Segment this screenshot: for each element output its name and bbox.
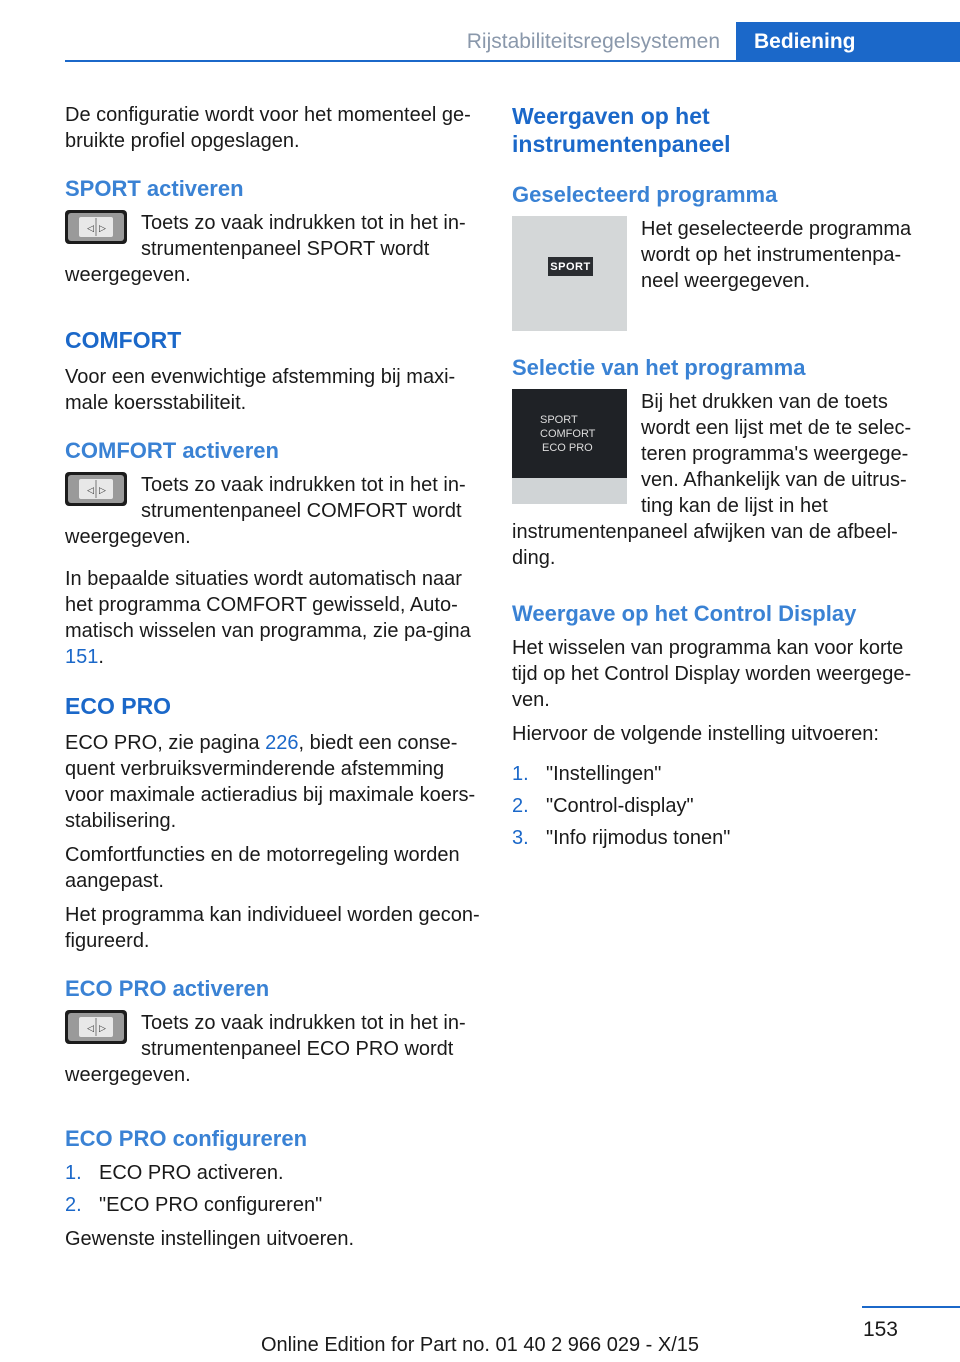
mode-button-icon [65,1010,127,1044]
eco-pro-text2: Comfortfuncties en de motorregeling worden aangepast. [65,844,460,892]
comfort-text: Voor een evenwichtige afstemming bij maxi‐male koersstabiliteit. [65,366,456,414]
intro-text: De configuratie wordt voor het momenteel ge‐bruikte profiel opgeslagen. [65,104,471,152]
mode-button-icon [65,210,127,244]
svg-text:◁: ◁ [87,485,94,495]
menu-item-comfort: COMFORT [540,428,596,440]
page-link-151[interactable]: 151 [65,646,99,668]
left-column [65,102,480,1260]
right-column [512,102,912,859]
heading-control-display: Weergave op het Control Display [512,601,857,626]
menu-item-sport: SPORT [540,414,578,426]
list-item [512,825,912,851]
heading-eco-pro-configureren: ECO PRO configureren [65,1126,308,1151]
step-number: 3. [512,827,529,849]
step-text: "ECO PRO configureren" [99,1194,323,1216]
sport-badge: SPORT [548,257,593,276]
header-chapter-tab: Bediening [736,22,960,62]
menu-item-eco-pro: ECO PRO [542,442,593,454]
heading-eco-pro-activeren: ECO PRO activeren [65,976,270,1001]
step-number: 1. [65,1162,82,1184]
list-item [512,761,912,787]
sport-activeren-text: Toets zo vaak indrukken tot in het in‐strumentenpaneel SPORT wordt weergegeven. [65,212,466,286]
list-item [65,1160,480,1186]
step-number: 2. [512,795,529,817]
program-menu [540,413,595,455]
step-text: ECO PRO activeren. [99,1162,284,1184]
list-item [512,793,912,819]
heading-comfort-activeren: COMFORT activeren [65,438,279,463]
eco-pro-activeren-text: Toets zo vaak indrukken tot in het in‐strumentenpaneel ECO PRO wordt weergegeven. [65,1012,466,1086]
step-text: "Control-display" [546,795,694,817]
mode-button-icon [65,472,127,506]
heading-sport-activeren: SPORT activeren [65,176,244,201]
svg-text:▷: ▷ [99,1023,106,1033]
comfort-note-end: . [98,646,104,668]
eco-pro-configureren-outro: Gewenste instellingen uitvoeren. [65,1228,355,1250]
control-display-steps [512,761,912,851]
header-rule [65,60,960,62]
comfort-note [65,566,480,670]
heading-eco-pro: ECO PRO [65,693,172,719]
step-number: 1. [512,763,529,785]
heading-selectie-programma: Selectie van het programma [512,355,806,380]
eco-pro-text [65,730,480,834]
control-display-text: Het wisselen van programma kan voor korte tijd op het Control Display worden weergege‐ven. [512,637,912,711]
instrument-panel-image [512,216,627,331]
selectie-text: Bij het drukken van de toets wordt een lijst met de te selec‐teren programma's weergege‐ven. Afhankelijk van de uitrus‐ting kan de lijst in het instrumentenpaneel afwijken van de afbeel‐ding. [512,391,912,569]
geselecteerd-text: Het geselecteerde programma wordt op het instrumentenpa‐neel weergegeven. [641,218,912,292]
page-header [0,0,960,62]
svg-text:▷: ▷ [99,223,106,233]
comfort-activeren-text: Toets zo vaak indrukken tot in het in‐strumentenpaneel COMFORT wordt weergegeven. [65,474,466,548]
heading-geselecteerd-programma: Geselecteerd programma [512,182,778,207]
heading-comfort: COMFORT [65,327,182,353]
eco-pro-text3: Het programma kan individueel worden gecon‐figureerd. [65,904,480,952]
comfort-note-text: In bepaalde situaties wordt automatisch naar het programma COMFORT gewisseld, Auto‐matisch wisselen van programma, zie pa‐gina [65,568,471,642]
step-text: "Info rijmodus tonen" [546,827,731,849]
svg-text:◁: ◁ [87,223,94,233]
eco-pro-text-start: ECO PRO, zie pagina [65,732,266,754]
eco-pro-configureren-steps [65,1160,480,1218]
step-number: 2. [65,1194,82,1216]
step-text: "Instellingen" [546,763,662,785]
page-link-226[interactable]: 226 [265,732,299,754]
program-list-image [512,389,627,504]
list-item [65,1192,480,1218]
page-number: 153 [862,1318,898,1341]
svg-text:▷: ▷ [99,485,106,495]
page-number-rule [862,1306,960,1308]
footer-edition: Online Edition for Part no. 01 40 2 966 029 - X/15 [260,1334,700,1356]
header-section-title: Rijstabiliteitsregelsystemen [466,30,720,53]
control-display-text2: Hiervoor de volgende instelling uitvoeren: [512,723,879,745]
svg-text:◁: ◁ [87,1023,94,1033]
heading-weergaven: Weergaven op het instrumentenpaneel [512,103,731,157]
eco-pro-text-end: , biedt een conse‐quent verbruiksverminderende afstemming voor maximale actieradius bij maximale koers‐stabilisering. [65,732,476,832]
